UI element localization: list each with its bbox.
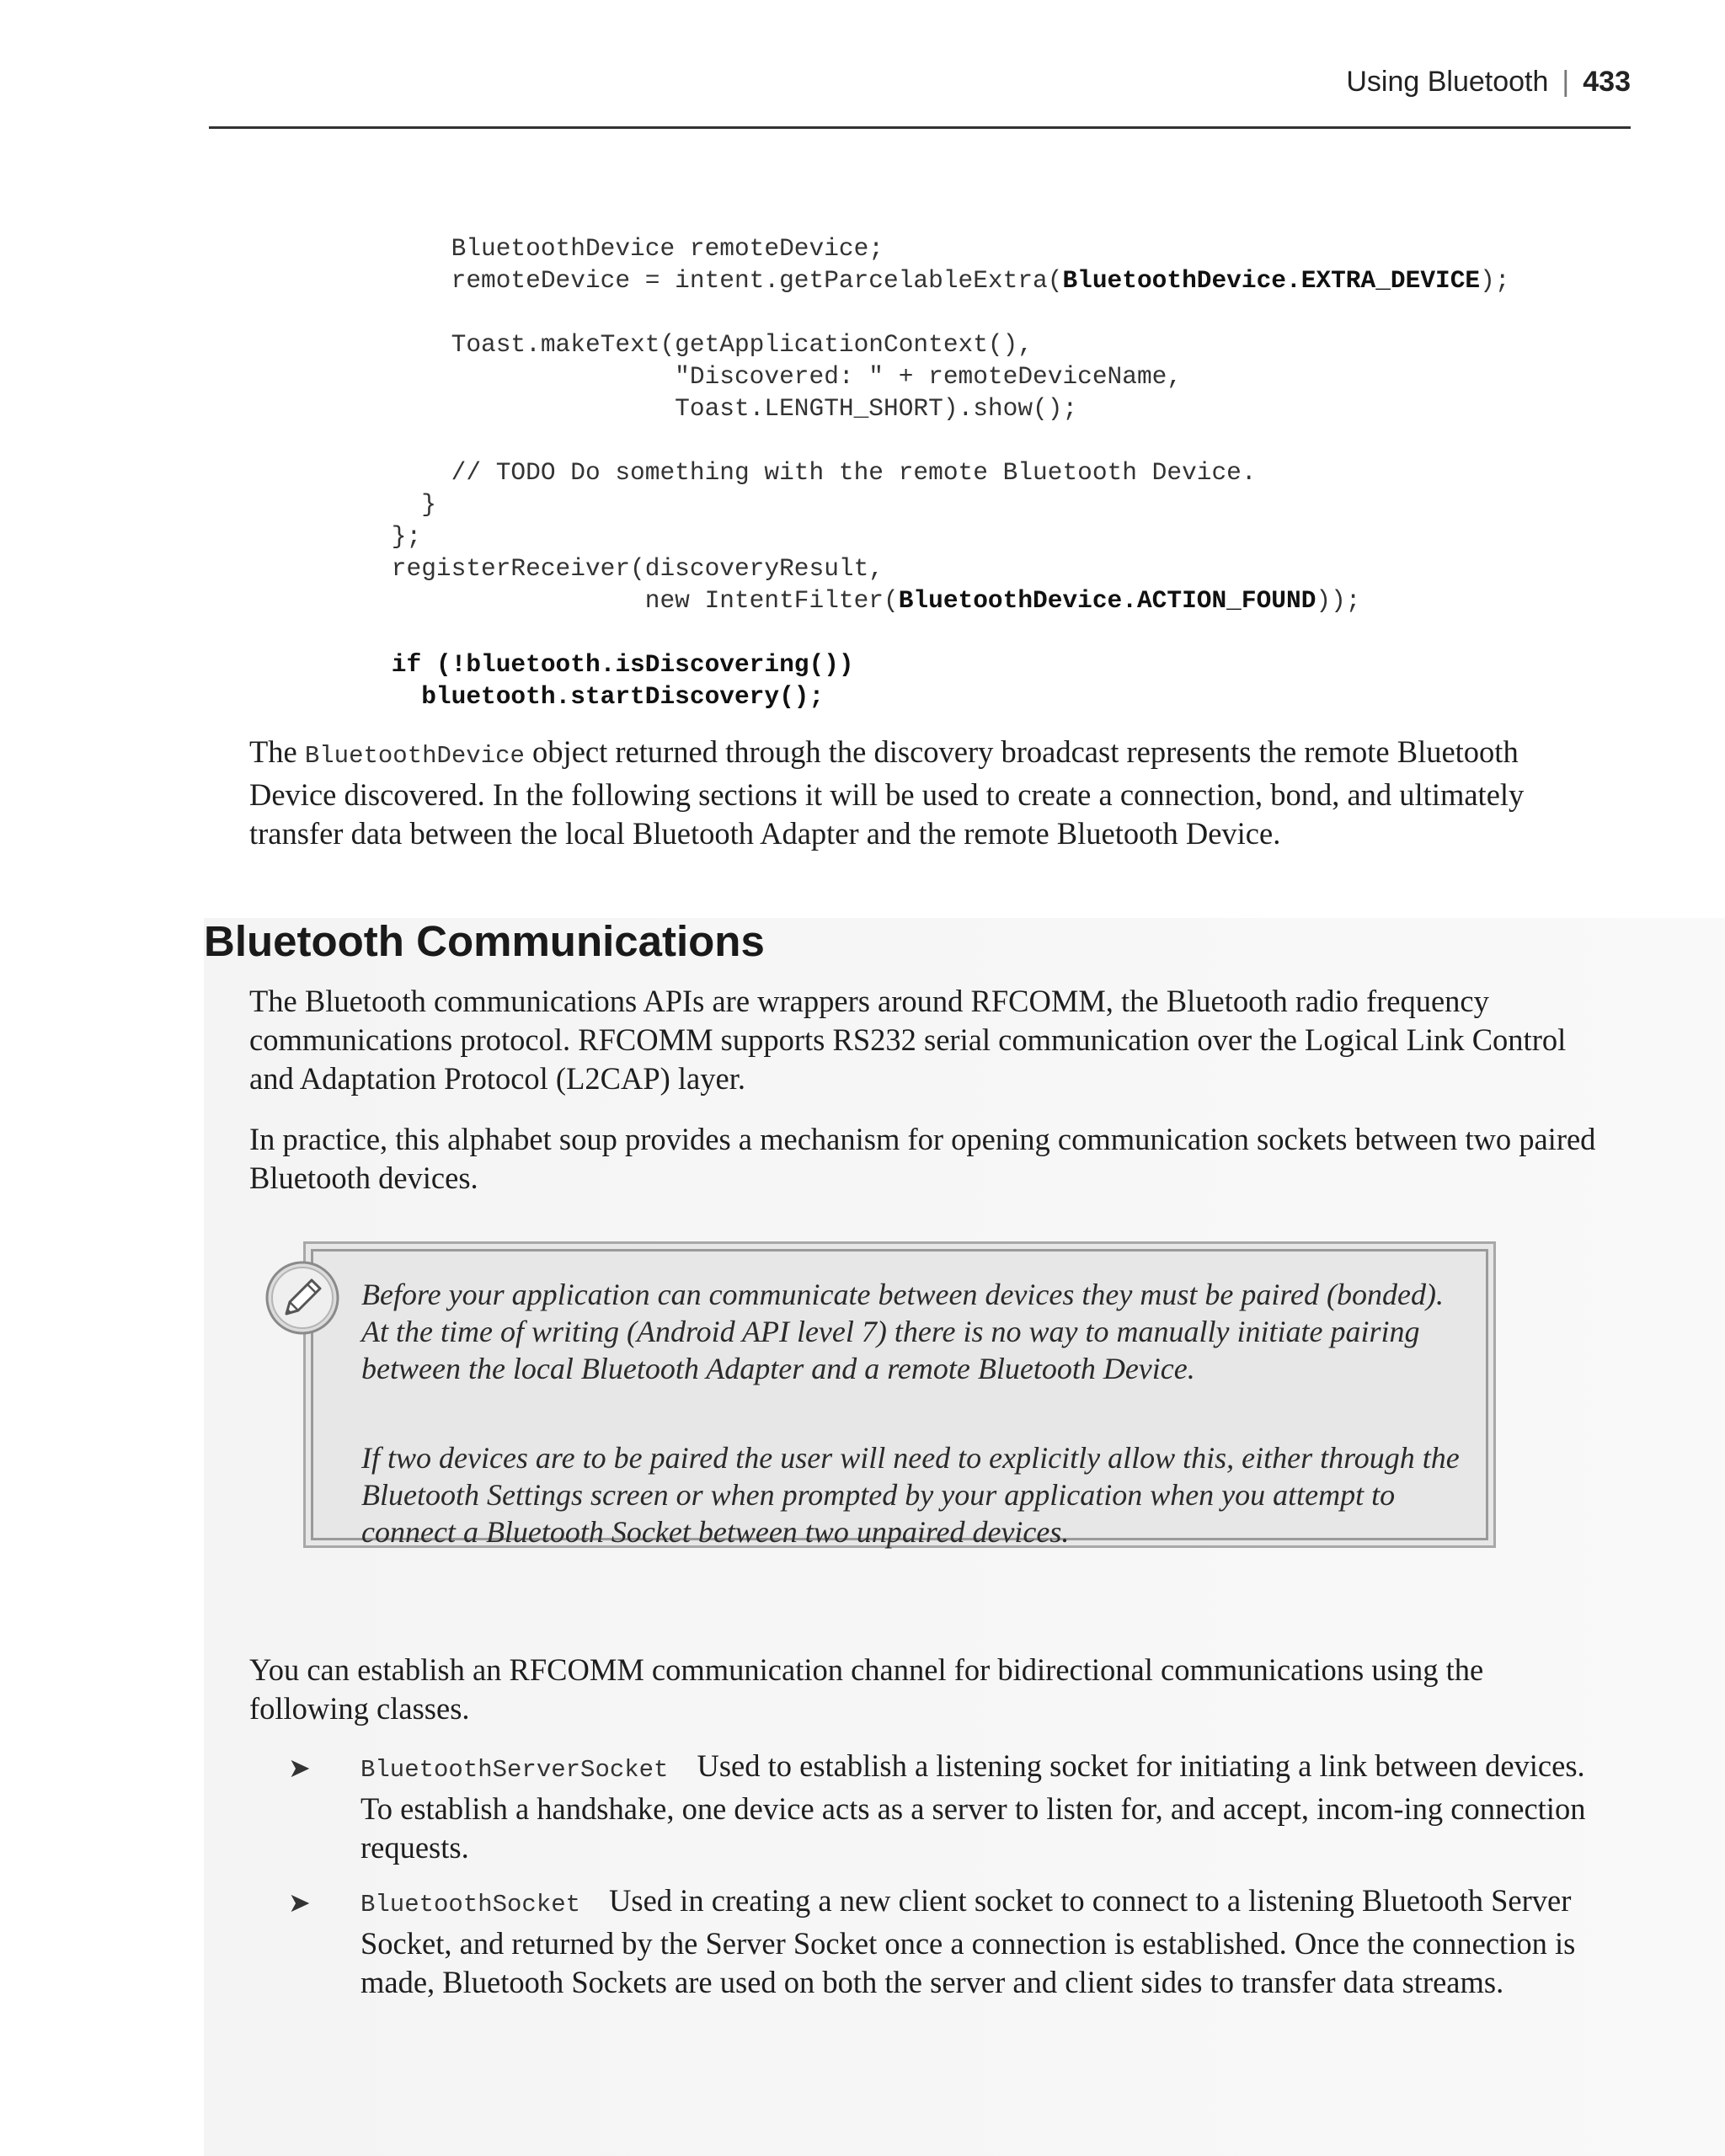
section-paragraph: In practice, this alphabet soup provides a mechanism for opening communication sockets between two paired Bluetooth devices.: [249, 1122, 1596, 1195]
code-line: };: [332, 522, 422, 551]
code-line-bold: if (!bluetooth.isDiscovering()): [332, 650, 854, 679]
class-name: BluetoothSocket: [360, 1891, 581, 1919]
header-separator: |: [1562, 66, 1570, 98]
pencil-icon: [264, 1260, 340, 1336]
code-line: [332, 296, 1510, 328]
section-heading: Bluetooth Communications: [204, 917, 765, 965]
code-listing: [332, 232, 1510, 712]
code-line: [332, 424, 1510, 456]
code-line-bold: bluetooth.startDiscovery();: [332, 682, 825, 711]
code-line: remoteDevice = intent.getParcelableExtra(BluetoothDevice.EXTRA_DEVICE);: [332, 266, 1510, 295]
intro-paragraph: The BluetoothDevice object returned through the discovery broadcast represents the remote Bluetooth Device discovered. In the following sections it will be used to create a connection, bond, and ultimately transfer data between the local Bluetooth Adapter and the remote Bluetooth Device.: [249, 734, 1525, 851]
inline-code: BluetoothDevice: [304, 742, 525, 770]
code-line: registerReceiver(discoveryResult,: [332, 554, 884, 583]
code-line: "Discovered: " + remoteDeviceName,: [332, 362, 1183, 391]
list-item: BluetoothServerSocket Used to establish a listening socket for initiating a link between devices. To establish a handshake, one device acts as a server to listen for, and accept, incom-ing connection requests.: [360, 1748, 1586, 1865]
code-line: }: [332, 490, 436, 519]
note-paragraph: Before your application can communicate between devices they must be paired (bonded). At the time of writing (Android API level 7) there is no way to manually initiate pairing between the local Bluetooth Adapter and a remote Bluetooth Device.: [361, 1278, 1444, 1385]
page-number: 433: [1583, 66, 1631, 98]
class-name: BluetoothServerSocket: [360, 1756, 669, 1784]
bullet-arrow-icon: ➤: [288, 1886, 311, 1919]
code-line: new IntentFilter(BluetoothDevice.ACTION_FOUND));: [332, 586, 1361, 615]
running-title: Using Bluetooth: [1346, 66, 1549, 98]
note-box: [303, 1241, 1496, 1548]
code-line: Toast.LENGTH_SHORT).show();: [332, 394, 1078, 423]
code-line: // TODO Do something with the remote Bluetooth Device.: [332, 458, 1257, 487]
list-item: BluetoothSocket Used in creating a new client socket to connect to a listening Bluetooth Server Socket, and returned by the Server Socket once a connection is established. Once the connection is made, Bluetooth Sockets are used on both the server and client sides to transfer data streams.: [360, 1883, 1576, 1999]
code-line: Toast.makeText(getApplicationContext(),: [332, 330, 1033, 359]
bullet-arrow-icon: ➤: [288, 1752, 311, 1784]
page-header: [209, 62, 1631, 129]
code-bold: BluetoothDevice.EXTRA_DEVICE: [1062, 266, 1481, 295]
code-bold: BluetoothDevice.ACTION_FOUND: [898, 586, 1316, 615]
code-line: BluetoothDevice remoteDevice;: [332, 234, 884, 263]
running-header: [1346, 66, 1631, 99]
section-paragraph: The Bluetooth communications APIs are wrappers around RFCOMM, the Bluetooth radio frequency communications protocol. RFCOMM supports RS232 serial communication over the Logical Link Control and Adaptation Protocol (L2CAP) layer.: [249, 984, 1567, 1096]
note-paragraph: If two devices are to be paired the user will need to explicitly allow this, either through the Bluetooth Settings screen or when prompted by your application when you attempt to connect a Bluetooth Socket between two unpaired devices.: [361, 1441, 1460, 1549]
classes-intro-paragraph: You can establish an RFCOMM communication channel for bidirectional communications using the following classes.: [249, 1652, 1484, 1726]
code-line: [332, 616, 1510, 648]
